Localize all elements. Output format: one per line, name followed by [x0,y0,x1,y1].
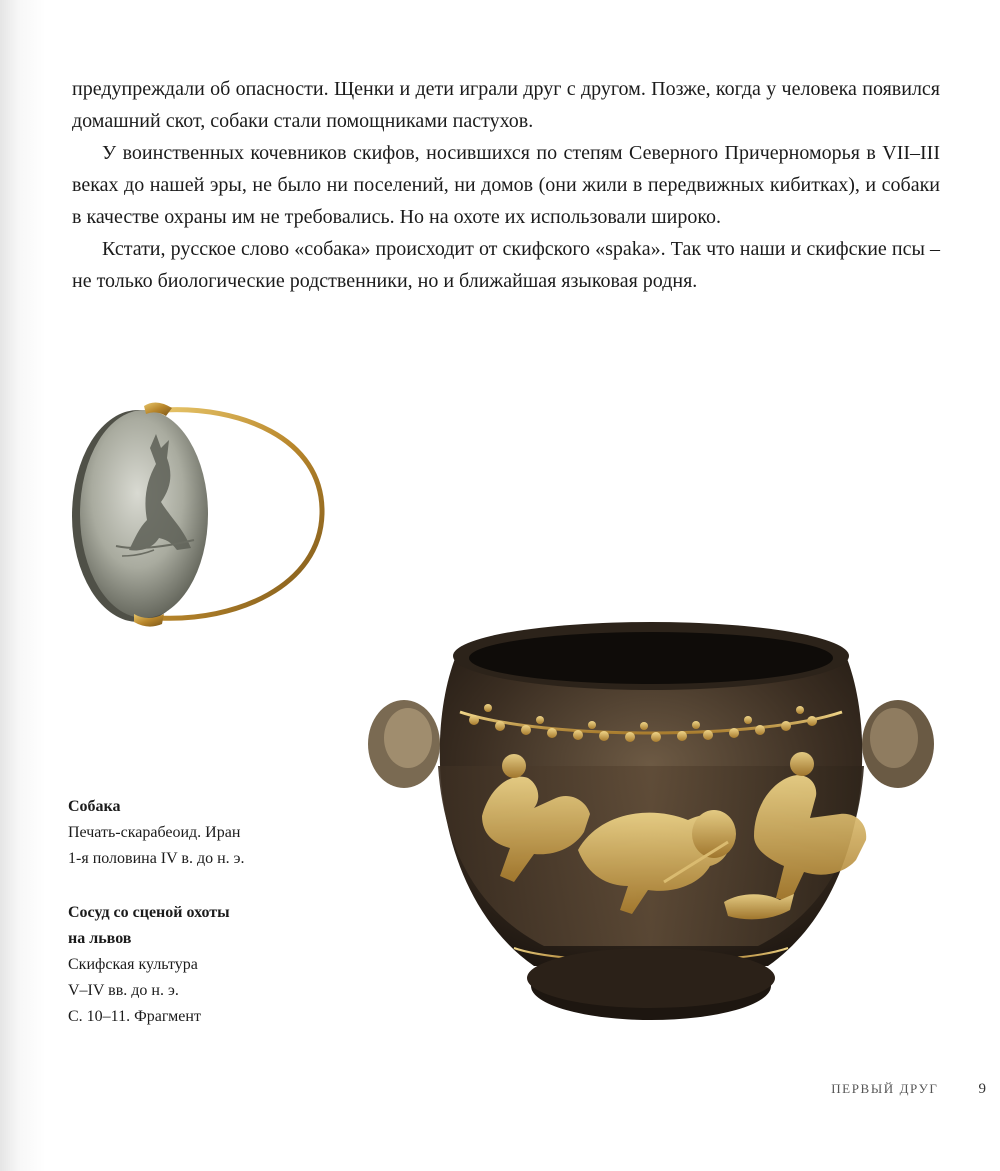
caption-seal-line: Печать-скарабеоид. Иран [68,824,241,841]
page-gutter-shadow [0,0,46,1171]
caption-seal-line: 1-я половина IV в. до н. э. [68,850,245,867]
page-number: 9 [978,1081,986,1097]
caption-vessel-line: Скифская культура [68,956,198,973]
caption-seal [68,794,328,872]
page-footer [831,1081,986,1098]
seal-image [66,396,326,632]
vessel-image [364,616,938,1026]
caption-vessel [68,900,328,1030]
paragraph-2: У воинственных кочевников скифов, носившихся по степям Северного Причерноморья в VII–III веках до нашей эры, не было ни поселений, ни домов (они жили в передвижных кибитках), и собаки в качестве охраны им не требовались. Но на охоте их использовали широко. [72,142,940,228]
caption-vessel-title: на львов [68,930,132,947]
main-text [72,73,940,297]
paragraph-3: Кстати, русское слово «собака» происходит от скифского «spaka». Так что наши и скифские псы – не только биологические родственники, но и ближайшая языковая родня. [72,238,940,292]
caption-seal-title: Собака [68,798,121,815]
caption-vessel-title: Сосуд со сценой охоты [68,904,230,921]
caption-vessel-line: С. 10–11. Фрагмент [68,1008,201,1025]
caption-vessel-line: V–IV вв. до н. э. [68,982,179,999]
running-head: ПЕРВЫЙ ДРУГ [831,1081,939,1096]
paragraph-1: предупреждали об опасности. Щенки и дети играли друг с другом. Позже, когда у человека появился домашний скот, собаки стали помощниками пастухов. [72,78,940,132]
